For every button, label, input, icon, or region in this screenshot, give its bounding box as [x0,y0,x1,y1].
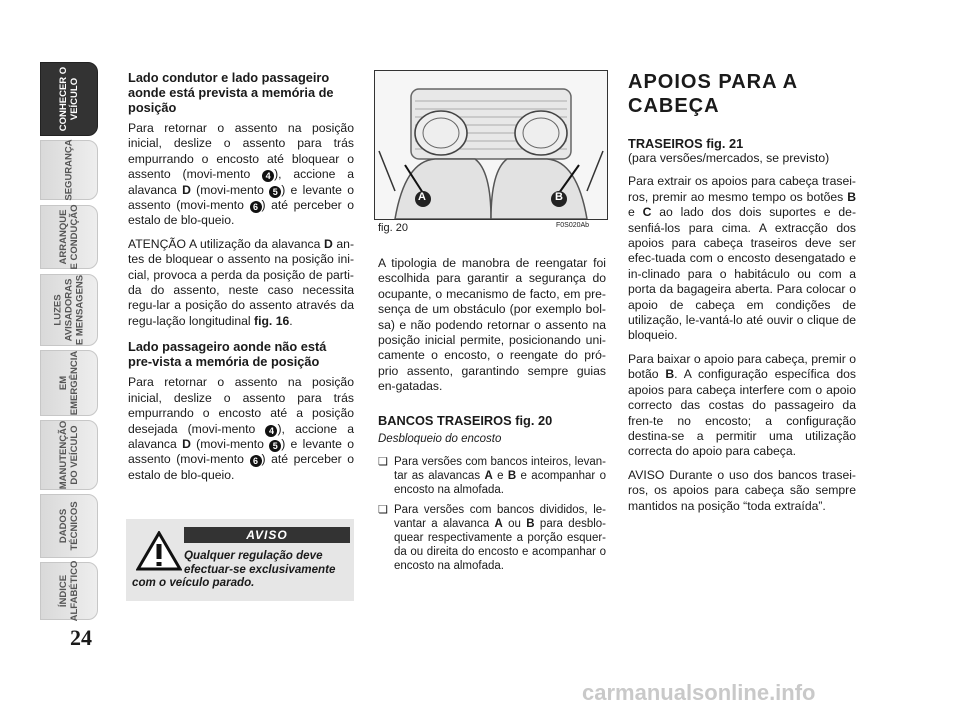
marker-a: A [418,191,426,203]
tab-seguranca[interactable] [40,140,98,200]
figure-rear-seat [374,70,608,220]
heading-note: (para versões/mercados, se previsto) [628,151,830,165]
movement-6-icon: 6 [250,201,262,213]
tab-label: EM EMERGÊNCIA [58,350,80,416]
tab-luzes-avisadoras[interactable] [40,274,98,346]
paragraph: AVISO Durante o uso dos bancos trasei-ros, os apoios para cabeça são sempre mantidos na posição “toda extraída”. [628,467,856,513]
bullet-list [378,455,606,573]
tab-label: SEGURANÇA [63,139,75,201]
paragraph: Para baixar o apoio para cabeça, premir o botão B. A configuração específica dos apoios para cabeça interfere com o apoio correcto das costas do passageiro da fren-te no encosto; a configuração destina-se a permitir uma utilização correcta do apoio para cabeça. [628,351,856,459]
subheading: Desbloqueio do encosto [378,432,502,445]
movement-6-icon: 6 [250,455,262,467]
column-right [628,70,856,522]
movement-5-icon: 5 [269,440,281,452]
section-heading: Lado condutor e lado passageiro aonde está prevista a memória de posição [128,70,334,115]
watermark: carmanualsonline.info [582,680,816,705]
tab-arranque-e-conducao[interactable] [40,205,98,269]
tab-manutencao[interactable] [40,420,98,490]
section-title: APOIOS PARA A CABEÇA [628,71,798,117]
warning-text: Qualquer regulação deve efectuar-se exclusivamente com o veículo parado. [132,549,336,589]
tab-label: DADOS TÉCNICOS [58,501,80,551]
paragraph: Para extrair os apoios para cabeça trasei-ros, premir ao mesmo tempo os botões B e C ao lado dos dois suportes e de-senfiá-los para cima. A extracção dos apoios para cabeça traseiros deve ser efec-tuada com o encosto desengatado e in-clinado para o habitáculo ou com a porta da bagageira aberta. Para colocar o apoio de cabeça em condições de utilização, le-vantá-lo até ouvir o clique de bloqueio. [628,174,857,343]
paragraph: ATENÇÃO A utilização da alavanca D an-tes de bloquear o assento na posição ini-cial, provoca a perda da posição de parti-da do assento, neste caso necessita regu-lar a posição do assento através da regu-lação longitudinal fig. 16. [128,236,354,328]
tab-label: MANUTENÇÃO DO VEÍCULO [58,420,80,490]
rear-seat-illustration [375,71,607,219]
list-item: ❏ Para versões com bancos divididos, le-vantar a alavanca A ou B para desblo-quear respectivamente a porção esquer-da ou direita do encosto e acompanhar o encosto na almofada. [378,503,606,573]
tab-label: CONHECER O VEÍCULO [58,66,80,132]
section-heading: Lado passageiro aonde não está pre-vista a memória de posição [128,339,327,370]
movement-4-icon: 4 [262,170,274,182]
column-middle [378,256,606,579]
movement-5-icon: 5 [269,186,281,198]
page-number: 24 [70,625,92,650]
figure-caption: fig. 20 [378,222,408,234]
section-heading: TRASEIROS fig. 21 [628,136,744,151]
tab-label: LUZES AVISADORAS E MENSAGENS [52,274,86,346]
tab-label: ARRANQUE E CONDUÇÃO [58,204,80,270]
figure-code: F0S020Ab [556,222,590,229]
tab-em-emergencia[interactable] [40,350,98,416]
warning-label: AVISO [184,527,350,543]
movement-4-icon: 4 [265,425,277,437]
paragraph: Para retornar o assento na posição inicial, deslize o assento para trás empurrando o encosto até a posição desejada (movi-mento 4 ), accione a alavanca D (movi-mento 5 ) e levante o assento (movi-mento 6 ) até perceber o estalo de blo-queio. [128,375,354,482]
list-item: ❏ Para versões com bancos inteiros, levan-tar as alavancas A e B e acompanhar o encosto na almofada. [378,455,606,497]
column-left [128,70,354,491]
tab-indice-alfabetico[interactable] [40,562,98,620]
paragraph: Para retornar o assento na posição inicial, deslize o assento para trás empurrando o encosto até bloquear o assento (movi-mento 4 ), accione a alavanca D (movi-mento 5 ) e levante o assento (movi-mento 6 ) até perceber o estalo de blo-queio. [128,121,354,228]
paragraph: A tipologia de manobra de reengatar foi escolhida para garantir a segurança do ocupante, o mecanismo de facto, em pre-sença de um obstáculo (por exemplo bol-sa) e não podendo retornar o assento na posição inicial permite, posicionando uni-camente o encosto, o reengate do pró-prio assento, garantindo sempre guias en-gatadas. [378,256,606,394]
tab-conhecer-o-veiculo[interactable] [40,62,98,136]
marker-b: B [555,191,563,203]
tab-label: ÍNDICE ALFABÉTICO [58,560,80,622]
warning-box [126,519,354,601]
section-heading: BANCOS TRASEIROS fig. 20 [378,412,553,428]
tab-dados-tecnicos[interactable] [40,494,98,558]
